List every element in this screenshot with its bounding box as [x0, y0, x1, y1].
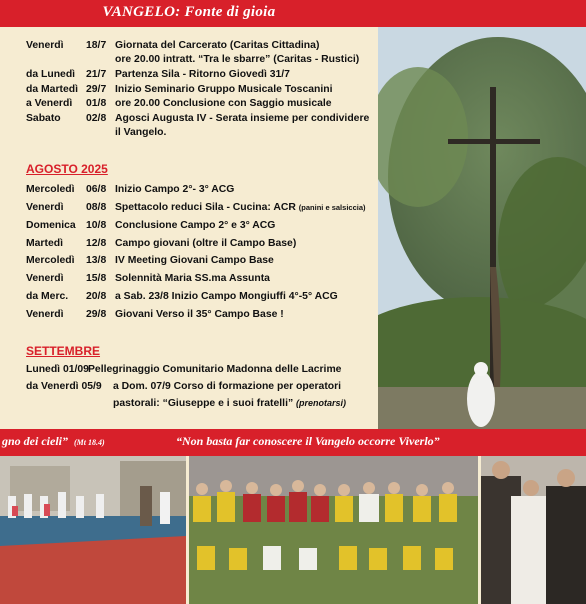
event-text: Spettacolo reduci Sila - Cucina: ACR	[115, 202, 296, 213]
date-label: 10/8	[86, 220, 107, 231]
statue	[467, 371, 495, 427]
header-bar	[0, 0, 586, 27]
cross-horizontal	[448, 139, 540, 144]
day-label: Lunedì 01/09	[26, 364, 89, 375]
event-text: a Sab. 23/8 Inizio Campo Mongiuffi 4°-5° ACG	[115, 291, 338, 302]
day-label: a Venerdì	[26, 98, 73, 109]
event-text: pastorali: “Giuseppe e i suoi fratelli”	[113, 398, 294, 409]
month-heading-agosto: AGOSTO 2025	[26, 162, 108, 176]
cross-tree-image	[378, 27, 586, 429]
day-label: da Lunedì	[26, 69, 76, 80]
event-text: il Vangelo.	[115, 127, 167, 138]
date-label: 12/8	[86, 238, 107, 249]
day-label: da Merc.	[26, 291, 69, 302]
photo-football-team	[189, 456, 478, 604]
event-text: IV Meeting Giovani Campo Base	[115, 255, 274, 266]
event-text-wrap	[113, 397, 346, 410]
photo-cross-tree	[378, 27, 586, 429]
day-label: Venerdì	[26, 273, 64, 284]
date-label: 20/8	[86, 291, 107, 302]
event-text: Giovani Verso il 35° Campo Base !	[115, 309, 284, 320]
date-label: 08/8	[86, 202, 107, 213]
date-label: 01/8	[86, 98, 107, 109]
date-label: 02/8	[86, 113, 107, 124]
day-label: Martedì	[26, 238, 63, 249]
event-text: Partenza Sila - Ritorno Giovedì 31/7	[115, 69, 290, 80]
event-text: ore 20.00 intratt. “Tra le sbarre” (Caritas - Rustici)	[115, 54, 360, 65]
day-label: Domenica	[26, 220, 76, 231]
event-note: (panini e salsiccia)	[298, 203, 366, 212]
date-label: 21/7	[86, 69, 107, 80]
event-text-wrap	[115, 201, 366, 214]
day-label: Venerdì	[26, 40, 64, 51]
day-label: da Martedì	[26, 84, 78, 95]
children-court-image	[0, 456, 186, 604]
schedule	[0, 27, 378, 429]
event-text: Agosci Augusta IV - Serata insieme per condividere	[115, 113, 370, 124]
event-text: Campo giovani (oltre il Campo Base)	[115, 238, 297, 249]
event-text: Pellegrinaggio Comunitario Madonna delle Lacrime	[88, 364, 342, 375]
page-title: VANGELO: Fonte di gioia	[102, 4, 276, 20]
date-label: 13/8	[86, 255, 107, 266]
day-label: Mercoledì	[26, 255, 75, 266]
date-label: 29/7	[86, 84, 107, 95]
event-text: Inizio Campo 2°- 3° ACG	[115, 184, 235, 195]
day-label: da Venerdì 05/9	[26, 381, 102, 392]
event-text: Giornata del Carcerato (Caritas Cittadina)	[115, 40, 320, 51]
date-label: 06/8	[86, 184, 107, 195]
event-text: Conclusione Campo 2° e 3° ACG	[115, 220, 276, 231]
quote-left	[2, 434, 105, 449]
event-text: Solennità Maria SS.ma Assunta	[115, 273, 270, 284]
date-label: 29/8	[86, 309, 107, 320]
day-label: Sabato	[26, 113, 61, 124]
event-text: Inizio Seminario Gruppo Musicale Toscanini	[115, 84, 333, 95]
quote-bar	[0, 429, 586, 456]
event-note: (prenotarsi)	[296, 398, 347, 408]
date-label: 15/8	[86, 273, 107, 284]
quote-left-ref: (Mt 18.4)	[74, 438, 105, 447]
event-text: ore 20.00 Conclusione con Saggio musicale	[115, 98, 332, 109]
photo-children-court	[0, 456, 186, 604]
photo-priests	[481, 456, 586, 604]
date-label: 18/7	[86, 40, 107, 51]
day-label: Venerdì	[26, 202, 64, 213]
event-text: a Dom. 07/9 Corso di formazione per operatori	[113, 381, 342, 392]
quote-right-text: “Non basta far conoscere il Vangelo occorre Viverlo”	[176, 434, 440, 448]
month-heading-settembre: SETTEMBRE	[26, 344, 101, 358]
quote-left-text: gno dei cieli”	[2, 434, 68, 448]
day-label: Mercoledì	[26, 184, 75, 195]
priests-image	[481, 456, 586, 604]
day-label: Venerdì	[26, 309, 64, 320]
football-team-image	[189, 456, 478, 604]
